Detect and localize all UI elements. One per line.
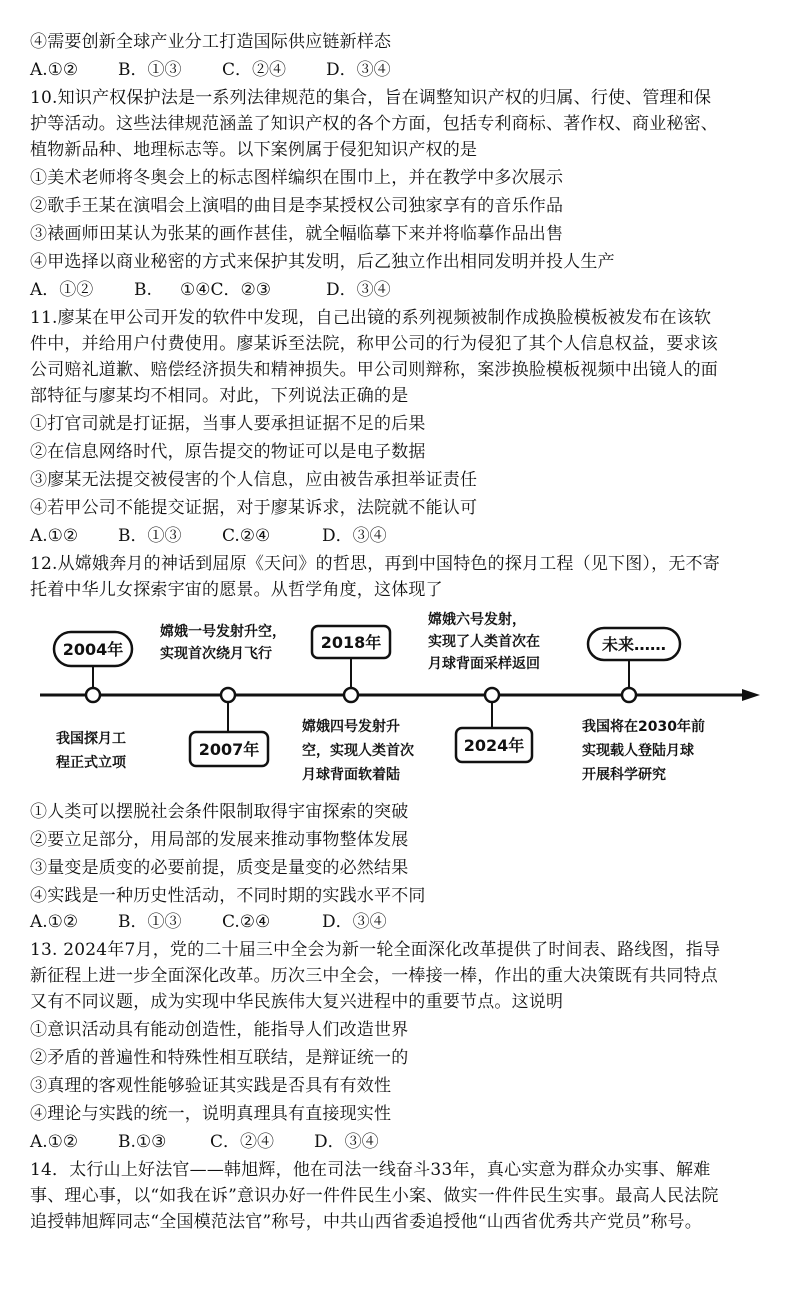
- answer-b[interactable]: B.: [134, 280, 152, 300]
- answer-d[interactable]: D．③④: [322, 526, 387, 546]
- q10-stem-line-1: 10.知识产权保护法是一系列法律规范的集合，旨在调整知识产权的归属、行使、管理和保: [30, 88, 712, 108]
- answer-a[interactable]: A.①②: [30, 60, 79, 80]
- timeline-desc-2024-line-1: 嫦娥六号发射，: [428, 612, 526, 628]
- q12-option-2: ②要立足部分，用局部的发展来推动事物整体发展: [30, 830, 409, 850]
- timeline-node-2004: [86, 688, 100, 702]
- answer-c[interactable]: C．②④: [222, 60, 287, 80]
- timeline-desc-future-line-3: 开展科学研究: [582, 767, 666, 783]
- q10-answer-choices: [30, 278, 391, 302]
- timeline-desc-2007-line-2: 实现首次绕月飞行: [160, 646, 272, 662]
- answer-d[interactable]: D．③④: [314, 1132, 379, 1152]
- timeline-node-future: [622, 688, 636, 702]
- timeline-desc-future-line-1: 我国将在2030年前: [582, 719, 705, 735]
- q10-stem-line-3: 植物新品种、地理标志等。以下案例属于侵犯知识产权的是: [30, 140, 478, 160]
- q13-stem-line-1: 13. 2024年7月，党的二十届三中全会为新一轮全面深化改革提供了时间表、路线图，指导: [30, 940, 721, 960]
- q11-option-1: ①打官司就是打证据，当事人要承担证据不足的后果: [30, 414, 426, 434]
- timeline-arrowhead: [742, 689, 760, 701]
- q10-option-4: ④甲选择以商业秘密的方式来保护其发明，后乙独立作出相同发明并投人生产: [30, 252, 615, 272]
- timeline-desc-2004-line-1: 我国探月工: [56, 731, 126, 747]
- answer-b[interactable]: B．①③: [118, 60, 182, 80]
- lunar-exploration-timeline: [30, 610, 770, 800]
- q13-answer-choices: [30, 1130, 379, 1154]
- answer-c[interactable]: C．②④: [210, 1132, 275, 1152]
- q11-stem-line-4: 部特征与廖某均不相同。对此，下列说法正确的是: [30, 386, 409, 406]
- answer-c[interactable]: C.②④: [222, 912, 271, 932]
- q11-option-2: ②在信息网络时代，原告提交的物证可以是电子数据: [30, 442, 426, 462]
- q11-option-3: ③廖某无法提交被侵害的个人信息，应由被告承担举证责任: [30, 470, 478, 490]
- q10-option-3: ③裱画师田某认为张某的画作甚佳，就全幅临摹下来并将临摹作品出售: [30, 224, 564, 244]
- q11-stem-line-1: 11.廖某在甲公司开发的软件中发现，自己出镜的系列视频被制作成换脸模板被发布在该软: [30, 308, 712, 328]
- timeline-node-2007: [221, 688, 235, 702]
- timeline-desc-2018-line-1: 嫦娥四号发射升: [302, 719, 400, 735]
- timeline-desc-2018-line-3: 月球背面软着陆: [302, 767, 400, 783]
- timeline-year-2024: 2024年: [463, 736, 525, 755]
- q10-option-2: ②歌手王某在演唱会上演唱的曲目是李某授权公司独家享有的音乐作品: [30, 196, 564, 216]
- q12-option-4: ④实践是一种历史性活动，不同时期的实践水平不同: [30, 886, 426, 906]
- timeline-year-2007: 2007年: [198, 740, 260, 759]
- answer-b[interactable]: B.①③: [118, 1132, 167, 1152]
- answer-d[interactable]: D．③④: [326, 60, 391, 80]
- q10-stem-line-2: 护等活动。这些法律规范涵盖了知识产权的各个方面，包括专利商标、著作权、商业秘密、: [30, 114, 718, 134]
- q11-stem-line-2: 件中，并给用户付费使用。廖某诉至法院，称甲公司的行为侵犯了其个人信息权益，要求该: [30, 334, 718, 354]
- timeline-desc-future-line-2: 实现载人登陆月球: [582, 743, 694, 759]
- answer-a[interactable]: A.①②: [30, 912, 79, 932]
- timeline-year-future: 未来……: [601, 635, 667, 654]
- q12-option-1: ①人类可以摆脱社会条件限制取得宇宙探索的突破: [30, 802, 409, 822]
- answer-a[interactable]: A.①②: [30, 526, 79, 546]
- answer-b-c[interactable]: ①④C．②③: [180, 280, 271, 300]
- timeline-node-2018: [344, 688, 358, 702]
- q13-option-2: ②矛盾的普遍性和特殊性相互联结，是辩证统一的: [30, 1048, 409, 1068]
- q10-option-1: ①美术老师将冬奥会上的标志图样编织在围巾上，并在教学中多次展示: [30, 168, 564, 188]
- q13-option-4: ④理论与实践的统一，说明真理具有直接现实性: [30, 1104, 392, 1124]
- answer-b[interactable]: B．①③: [118, 912, 182, 932]
- timeline-desc-2018-line-2: 空，实现人类首次: [302, 743, 414, 759]
- q9-answer-choices: [30, 58, 391, 82]
- answer-d[interactable]: D．③④: [326, 280, 391, 300]
- timeline-node-2024: [485, 688, 499, 702]
- q14-stem-line-2: 事、理心事，以“如我在诉”意识办好一件件民生小案、做实一件件民生实事。最高人民法院: [30, 1186, 719, 1206]
- answer-a[interactable]: A.①②: [30, 1132, 79, 1152]
- answer-a[interactable]: A．①②: [30, 280, 94, 300]
- answer-c[interactable]: C.②④: [222, 526, 271, 546]
- timeline-desc-2024-line-2: 实现了人类首次在: [428, 634, 540, 650]
- q12-stem-line-2: 托着中华儿女探索宇宙的愿景。从哲学角度，这体现了: [30, 580, 443, 600]
- answer-d[interactable]: D．③④: [322, 912, 387, 932]
- q11-stem-line-3: 公司赔礼道歉、赔偿经济损失和精神损失。甲公司则辩称，案涉换脸模板视频中出镜人的面: [30, 360, 718, 380]
- q12-stem-line-1: 12.从嫦娥奔月的神话到屈原《天问》的哲思，再到中国特色的探月工程（见下图），无不寄: [30, 554, 720, 574]
- q13-option-3: ③真理的客观性能够验证其实践是否具有有效性: [30, 1076, 392, 1096]
- q12-answer-choices: [30, 910, 387, 934]
- answer-b[interactable]: B．①③: [118, 526, 182, 546]
- q13-stem-line-2: 新征程上进一步全面深化改革。历次三中全会，一棒接一棒，作出的重大决策既有共同特点: [30, 966, 718, 986]
- q11-option-4: ④若甲公司不能提交证据，对于廖某诉求，法院就不能认可: [30, 498, 478, 518]
- timeline-desc-2004-line-2: 程正式立项: [56, 755, 126, 771]
- timeline-year-2004: 2004年: [62, 640, 124, 659]
- timeline-desc-2007-line-1: 嫦娥一号发射升空，: [160, 624, 286, 640]
- q9-option-4: ④需要创新全球产业分工打造国际供应链新样态: [30, 32, 392, 52]
- q13-option-1: ①意识活动具有能动创造性，能指导人们改造世界: [30, 1020, 409, 1040]
- timeline-year-2018: 2018年: [320, 633, 382, 652]
- q13-stem-line-3: 又有不同议题，成为实现中华民族伟大复兴进程中的重要节点。这说明: [30, 992, 564, 1012]
- q12-option-3: ③量变是质变的必要前提，质变是量变的必然结果: [30, 858, 409, 878]
- q14-stem-line-1: 14．太行山上好法官——韩旭辉，他在司法一线奋斗33年，真心实意为群众办实事、解难: [30, 1160, 711, 1180]
- q11-answer-choices: [30, 524, 387, 548]
- timeline-desc-2024-line-3: 月球背面采样返回: [428, 656, 540, 672]
- q14-stem-line-3: 追授韩旭辉同志“全国模范法官”称号，中共山西省委追授他“山西省优秀共产党员”称号。: [30, 1212, 702, 1232]
